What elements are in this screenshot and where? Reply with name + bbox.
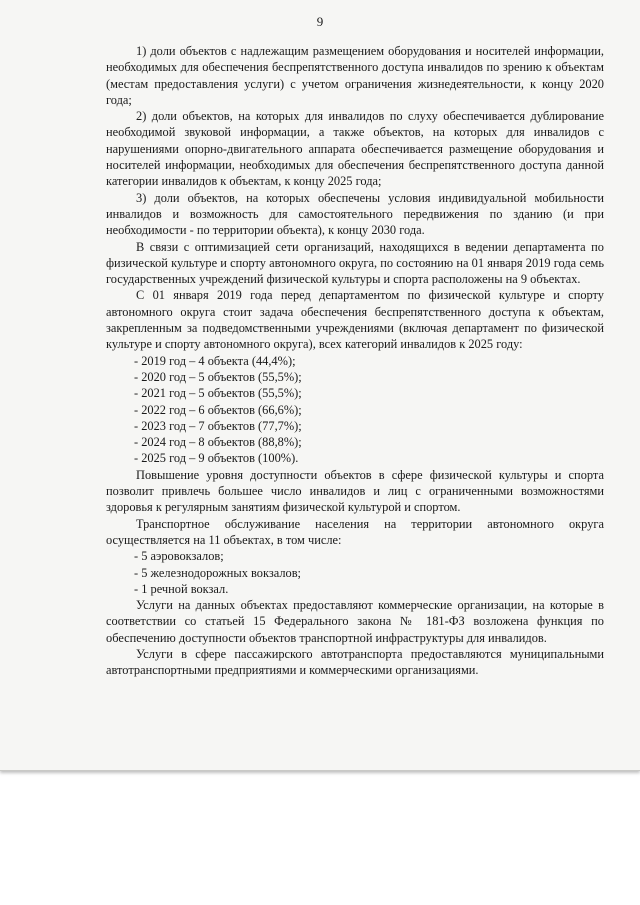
paragraph-individual-mobility: 3) доли объектов, на которых обеспечены условия индивидуальной мобильности инвалидов и возможность для самостоятельного передвижения по зданию (и при необходимости - по территории объекта), к концу 2030 года. [106, 190, 604, 238]
document-body [106, 43, 604, 679]
paragraph-bus-services: Услуги в сфере пассажирского автотранспорта предоставляются муниципальными автотранспортными предприятиями и коммерческими организациями. [106, 646, 604, 678]
list-item: - 2019 год – 4 объекта (44,4%); [134, 353, 296, 368]
paragraph-accessibility-task: С 01 января 2019 года перед департаментом по физической культуре и спорту автономного округа стоит задача обеспечения беспрепятственного доступа к объектам, закрепленным за подведомственными учреждениями (включая департамент по физической культуре и спорту автономного округа), всех категорий инвалидов к 2025 году: [106, 288, 604, 352]
list-item: - 1 речной вокзал. [134, 581, 229, 596]
paragraph-visual-access: 1) доли объектов с надлежащим размещением оборудования и носителей информации, необходимых для обеспечения беспрепятственного доступа инвалидов по зрению к объектам (местам предоставления услуги) с учетом ограничения жизнедеятельности, к концу 2020 года; [106, 44, 604, 107]
transport-list [106, 548, 604, 597]
list-item: - 2025 год – 9 объектов (100%). [134, 451, 299, 466]
list-item: - 2020 год – 5 объектов (55,5%); [134, 369, 302, 384]
list-item: - 5 аэровокзалов; [134, 549, 224, 564]
list-item: - 2024 год – 8 объектов (88,8%); [134, 435, 302, 450]
years-list [106, 353, 604, 467]
list-item: - 2023 год – 7 объектов (77,7%); [134, 418, 302, 433]
paragraph-hearing-mobility: 2) доли объектов, на которых для инвалидов по слуху обеспечивается дублирование необходимой звуковой информации, а также объектов, на которых для инвалидов с нарушениями опорно-двигательного аппарата обеспечивается размещение оборудования и носителей информации, необходимых для обеспечения беспрепятственного доступа данной категории инвалидов к объектам, к концу 2025 года; [106, 109, 604, 189]
paragraph-network-optimization: В связи с оптимизацией сети организаций, находящихся в ведении департамента по физической культуре и спорту автономного округа, по состоянию на 01 января 2019 года семь государственных учреждений физической культуры и спорта расположены на 9 объектах. [106, 239, 604, 287]
paragraph-commercial-services: Услуги на данных объектах предоставляют коммерческие организации, на которые в соответствии со статьей 15 Федерального закона № 181-ФЗ возложена функция по обеспечению доступности объектов транспортной инфраструктуры для инвалидов. [106, 598, 604, 645]
list-item: - 2021 год – 5 объектов (55,5%); [134, 386, 302, 401]
list-item: - 5 железнодорожных вокзалов; [134, 565, 301, 580]
page-number: 9 [316, 14, 324, 29]
paragraph-sports-benefit: Повышение уровня доступности объектов в сфере физической культуры и спорта позволит привлечь большее число инвалидов и лиц с ограниченными возможностями здоровья к регулярным занятиям физической культурой и спортом. [106, 467, 604, 515]
paragraph-transport-objects: Транспортное обслуживание населения на территории автономного округа осуществляется на 11 объектах, в том числе: [106, 516, 604, 547]
list-item: - 2022 год – 6 объектов (66,6%); [134, 402, 302, 417]
